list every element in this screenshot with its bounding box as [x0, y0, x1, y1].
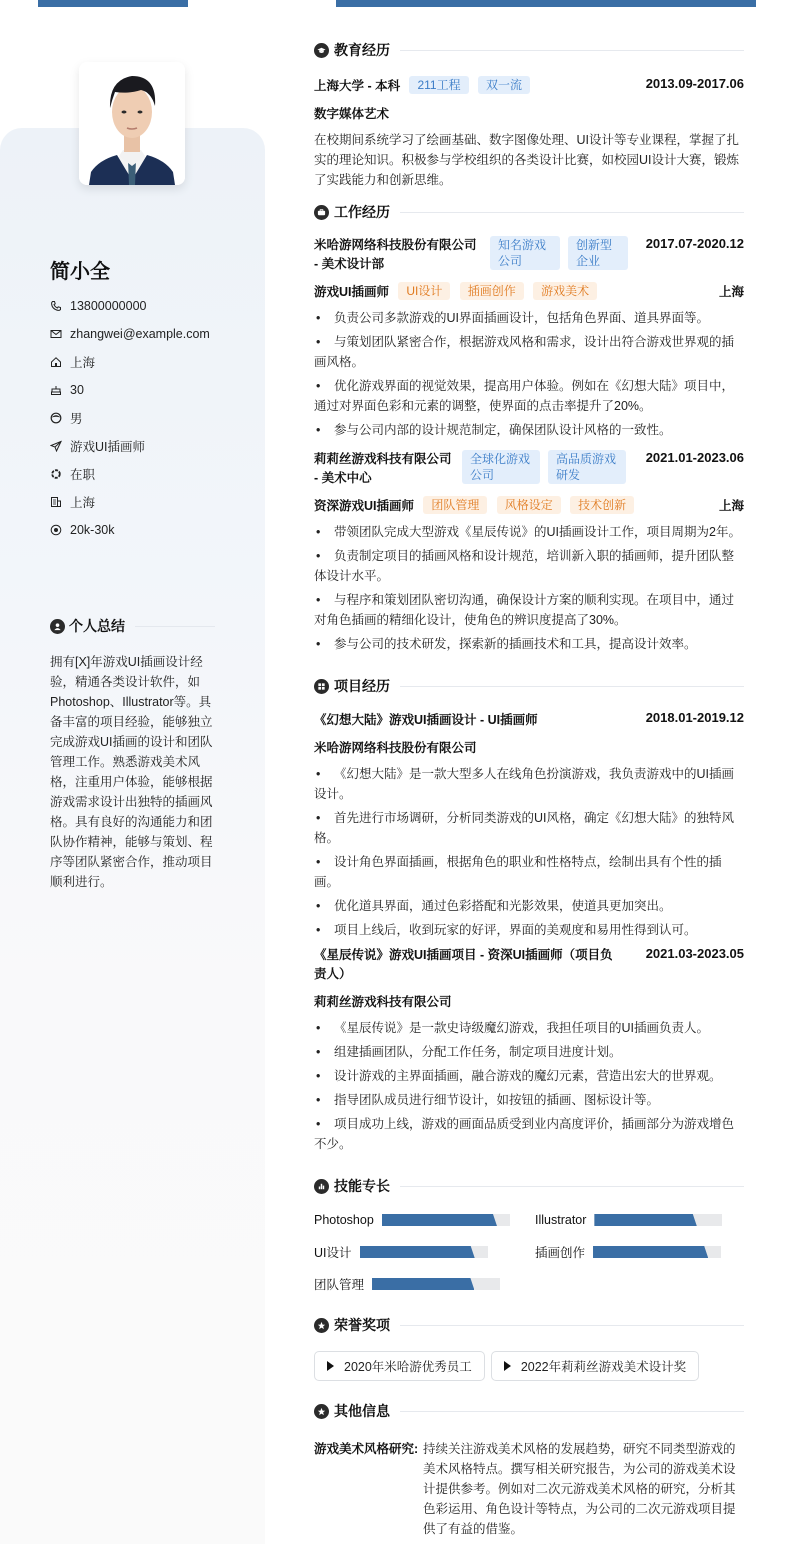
grid-icon — [314, 679, 329, 694]
list-item: • 设计游戏的主界面插画，融合游戏的魔幻元素，营造出宏大的世界观。 — [314, 1066, 744, 1086]
mail-icon — [50, 328, 62, 340]
project-bullets — [314, 1018, 744, 1154]
list-item: • 负责公司多款游戏的UI界面插画设计，包括角色界面、道具界面等。 — [314, 308, 744, 328]
list-item: • 项目成功上线，游戏的画面品质受到业内高度评价，插画部分为游戏增色不少。 — [314, 1114, 744, 1154]
job-location: 上海 — [718, 285, 744, 299]
info-age — [50, 376, 260, 404]
skill-label: Photoshop — [314, 1213, 374, 1227]
list-item: • 项目上线后，收到玩家的好评，界面的美观度和易用性得到认可。 — [314, 920, 744, 940]
awards-title: 荣誉奖项 — [334, 1317, 390, 1333]
major: 数字媒体艺术 — [314, 107, 390, 121]
project-header-row — [314, 946, 744, 984]
phone-value: 13800000000 — [70, 299, 147, 313]
skills-header — [314, 1174, 744, 1198]
skill-bar-fill — [382, 1214, 497, 1226]
list-item: • 指导团队成员进行细节设计，如按钮的插画、图标设计等。 — [314, 1090, 744, 1110]
skill-label: 插画创作 — [535, 1246, 586, 1260]
triangle-right-icon — [327, 1361, 334, 1371]
skill-item — [314, 1243, 535, 1261]
award-item[interactable] — [314, 1351, 485, 1381]
list-item: • 优化游戏界面的视觉效果，提高用户体验。例如在《幻想大陆》项目中，通过对界面色彩和元素的调整，使界面的点击率提升了20%。 — [314, 376, 744, 416]
paper-plane-icon — [50, 440, 62, 452]
main-content — [314, 38, 744, 1539]
age-value: 30 — [70, 383, 84, 397]
school-name: 上海大学 - 本科 — [314, 79, 401, 93]
skill-label: Illustrator — [535, 1213, 587, 1227]
info-work-city — [50, 488, 260, 516]
award-label: 2020年米哈游优秀员工 — [344, 1360, 472, 1374]
list-item: • 带领团队完成大型游戏《星辰传说》的UI插画设计工作，项目周期为2年。 — [314, 522, 744, 542]
top-accent-bar-right — [336, 0, 756, 7]
work-city-value: 上海 — [70, 496, 96, 510]
job-header-row — [314, 236, 744, 274]
info-status — [50, 460, 260, 488]
other-label: 游戏美术风格研究: — [314, 1442, 419, 1456]
contact-info-list — [50, 292, 260, 544]
skill-item — [535, 1211, 744, 1229]
job-bullets — [314, 308, 744, 440]
education-description: 在校期间系统学习了绘画基础、数字图像处理、UI设计等专业课程，掌握了扎实的理论知识。积极参与学校组织的各类设计比赛，如校园UI设计大赛，锻炼了实践能力和创新思维。 — [314, 133, 740, 187]
role-tag: UI设计 — [398, 282, 450, 300]
role-tag: 风格设定 — [497, 496, 561, 514]
skill-item — [314, 1211, 535, 1229]
skill-bar — [360, 1246, 488, 1258]
projects-title: 项目经历 — [334, 678, 390, 694]
awards-list — [314, 1351, 744, 1381]
status-icon — [50, 468, 62, 480]
project-entry — [314, 946, 744, 1154]
work-header — [314, 200, 744, 224]
info-address — [50, 348, 260, 376]
info-position — [50, 432, 260, 460]
education-date: 2013.09-2017.06 — [645, 76, 744, 91]
project-date: 2018.01-2019.12 — [645, 710, 744, 725]
skill-item — [535, 1243, 744, 1261]
skill-label: UI设计 — [314, 1246, 352, 1260]
home-icon — [50, 356, 62, 368]
company-tag: 创新型企业 — [568, 236, 628, 270]
skill-bar — [382, 1214, 510, 1226]
role-tag: 技术创新 — [570, 496, 634, 514]
divider — [135, 626, 215, 627]
triangle-right-icon — [504, 1361, 511, 1371]
profile-name: 简小全 — [50, 261, 110, 283]
role-tag: 插画创作 — [460, 282, 524, 300]
divider — [400, 1411, 744, 1412]
role-tag: 团队管理 — [423, 496, 487, 514]
list-item: • 设计角色界面插画，根据角色的职业和性格特点，绘制出具有个性的插画。 — [314, 852, 744, 892]
company-name: 米哈游网络科技股份有限公司 - 美术设计部 — [314, 238, 477, 271]
projects-header — [314, 674, 744, 698]
award-icon — [314, 1318, 329, 1333]
list-item: • 《幻想大陆》是一款大型多人在线角色扮演游戏，我负责游戏中的UI插画设计。 — [314, 764, 744, 804]
list-item: • 优化道具界面，通过色彩搭配和光影效果，使道具更加突出。 — [314, 896, 744, 916]
skill-bar-fill — [593, 1246, 708, 1258]
skill-bar — [594, 1214, 722, 1226]
job-role-row — [314, 282, 744, 300]
info-phone — [50, 292, 260, 320]
list-item: • 首先进行市场调研，分析同类游戏的UI风格，确定《幻想大陆》的独特风格。 — [314, 808, 744, 848]
education-header — [314, 38, 744, 62]
company-tag: 全球化游戏公司 — [462, 450, 540, 484]
school-tag: 双一流 — [478, 76, 530, 94]
gender-icon — [50, 412, 62, 424]
job-header-row — [314, 450, 744, 488]
skills-title: 技能专长 — [334, 1178, 390, 1194]
project-entry — [314, 710, 744, 940]
job-location: 上海 — [718, 499, 744, 513]
divider — [400, 1325, 744, 1326]
portrait-illustration — [79, 62, 185, 185]
education-title: 教育经历 — [334, 42, 390, 58]
avatar-photo — [79, 62, 185, 185]
project-company: 莉莉丝游戏科技有限公司 — [314, 995, 452, 1009]
job-role: 资深游戏UI插画师 — [314, 499, 415, 513]
school-tag: 211工程 — [409, 76, 468, 94]
other-text: 持续关注游戏美术风格的发展趋势，研究不同类型游戏的美术风格特点。撰写相关研究报告，为公司的游戏美术设计提供参考。例如对二次元游戏美术风格的研究，分析其色彩运用、角色设计等特点，为公司的二次元游戏项目提供了有益的借鉴。 — [423, 1442, 736, 1536]
summary-title: 个人总结 — [69, 618, 125, 634]
work-title: 工作经历 — [334, 204, 390, 220]
list-item: • 《星辰传说》是一款史诗级魔幻游戏，我担任项目的UI插画负责人。 — [314, 1018, 744, 1038]
divider — [400, 686, 744, 687]
salary-icon — [50, 524, 62, 536]
company-tag: 知名游戏公司 — [490, 236, 560, 270]
list-item: • 参与公司内部的设计规范制定，确保团队设计风格的一致性。 — [314, 420, 744, 440]
info-gender — [50, 404, 260, 432]
list-item: • 参与公司的技术研发，探索新的插画技术和工具，提高设计效率。 — [314, 634, 744, 654]
job-date: 2021.01-2023.06 — [645, 450, 744, 465]
building-icon — [50, 496, 62, 508]
briefcase-icon — [314, 205, 329, 220]
award-label: 2022年莉莉丝游戏美术设计奖 — [520, 1360, 687, 1374]
bar-chart-icon — [314, 1179, 329, 1194]
position-value: 游戏UI插画师 — [70, 440, 146, 454]
job-bullets — [314, 522, 744, 654]
gender-value: 男 — [70, 412, 83, 426]
skill-bar-fill — [372, 1278, 474, 1290]
summary-header — [50, 616, 215, 636]
job-role: 游戏UI插画师 — [314, 285, 390, 299]
education-row — [314, 76, 744, 94]
user-icon — [50, 619, 65, 634]
awards-header — [314, 1313, 744, 1337]
graduation-cap-icon — [314, 43, 329, 58]
skill-item — [314, 1275, 535, 1293]
job-role-row — [314, 496, 744, 514]
project-name: 《幻想大陆》游戏UI插画设计 - UI插画师 — [314, 713, 538, 727]
project-name: 《星辰传说》游戏UI插画项目 - 资深UI插画师（项目负责人） — [314, 948, 613, 981]
summary-text: 拥有[X]年游戏UI插画设计经验，精通各类设计软件，如Photoshop、Illustrator等。具备丰富的项目经验，能够独立完成游戏UI插画的设计和团队管理工作。熟悉游戏美术风格，注重用户体验，能够根据游戏需求设计出独特的插画风格。具有良好的沟通能力和团队协作精神，能够与策划、程序等团队紧密合作，推动项目顺利进行。 — [50, 655, 213, 889]
divider — [400, 212, 744, 213]
divider — [400, 1186, 744, 1187]
project-date: 2021.03-2023.05 — [645, 946, 744, 961]
role-tag: 游戏美术 — [533, 282, 597, 300]
project-company: 米哈游网络科技股份有限公司 — [314, 741, 477, 755]
top-accent-bar-left — [38, 0, 188, 7]
company-name: 莉莉丝游戏科技有限公司 - 美术中心 — [314, 452, 452, 485]
job-entry — [314, 450, 744, 654]
phone-icon — [50, 300, 62, 312]
other-title: 其他信息 — [334, 1403, 390, 1419]
skills-grid — [314, 1211, 744, 1293]
skill-bar — [593, 1246, 721, 1258]
list-item: • 负责制定项目的插画风格和设计规范，培训新入职的插画师，提升团队整体设计水平。 — [314, 546, 744, 586]
award-item[interactable] — [491, 1351, 699, 1381]
divider — [400, 50, 744, 51]
skill-label: 团队管理 — [314, 1278, 365, 1292]
other-header — [314, 1399, 744, 1423]
skill-bar — [372, 1278, 500, 1290]
status-value: 在职 — [70, 468, 96, 482]
company-tag: 高品质游戏研发 — [548, 450, 626, 484]
cake-icon — [50, 384, 62, 396]
job-date: 2017.07-2020.12 — [645, 236, 744, 251]
project-header-row — [314, 710, 744, 728]
salary-value: 20k-30k — [70, 523, 115, 537]
address-value: 上海 — [70, 356, 96, 370]
list-item: • 与策划团队紧密合作，根据游戏风格和需求，设计出符合游戏世界观的插画风格。 — [314, 332, 744, 372]
list-item: • 与程序和策划团队密切沟通，确保设计方案的顺利实现。在项目中，通过对角色插画的精细化设计，使角色的辨识度提高了30%。 — [314, 590, 744, 630]
info-email — [50, 320, 260, 348]
skill-bar-fill — [360, 1246, 475, 1258]
job-entry — [314, 236, 744, 440]
list-item: • 组建插画团队，分配工作任务，制定项目进度计划。 — [314, 1042, 744, 1062]
other-entry — [314, 1439, 744, 1539]
info-salary — [50, 516, 260, 544]
project-bullets — [314, 764, 744, 940]
email-value: zhangwei@example.com — [70, 327, 210, 341]
skill-bar-fill — [594, 1214, 696, 1226]
info-icon — [314, 1404, 329, 1419]
